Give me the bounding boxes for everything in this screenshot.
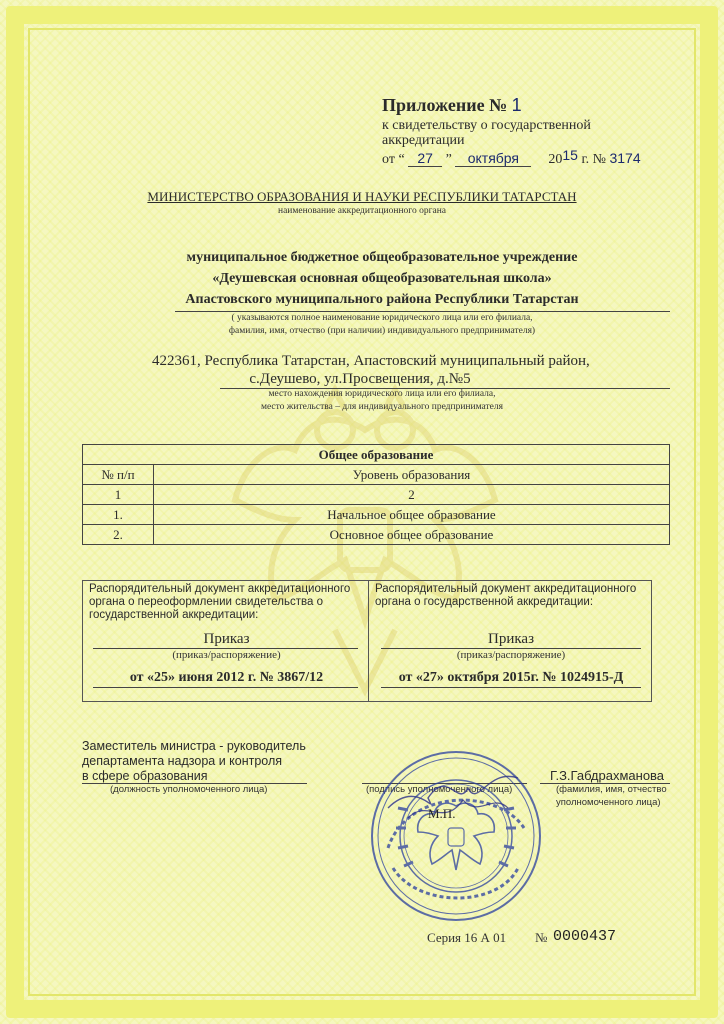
position-line-3: в сфере образования	[82, 769, 208, 783]
header-level: Уровень образования	[154, 465, 670, 485]
index-cell-1: 1	[83, 485, 154, 505]
ministry-caption: наименование аккредитационного органа	[277, 206, 446, 216]
index-cell-2: 2	[154, 485, 670, 505]
institution-caption-1: ( указываются полное наименование юридического лица или его филиала,	[231, 313, 533, 323]
institution-line-3: Апастовского муниципального района Республики Татарстан	[185, 292, 579, 307]
table-row	[83, 505, 670, 525]
date-close-quote: ”	[445, 152, 452, 167]
position-caption: (должность уполномоченного лица)	[110, 784, 268, 795]
institution-line-2: «Деушевская основная общеобразовательная школа»	[212, 271, 552, 286]
table-index-row	[83, 485, 670, 505]
left-doc-details: от «25» июня 2012 г. № 3867/12	[129, 670, 324, 685]
address-caption-2: место жительства – для индивидуального предпринимателя	[260, 402, 504, 412]
table-header-row	[83, 465, 670, 485]
address-caption-1: место нахождения юридического лица или его филиала,	[268, 389, 496, 399]
right-heading-1: Распорядительный документ аккредитационного	[375, 583, 637, 595]
appendix-number: 1	[511, 95, 522, 115]
appendix-subtitle-1: к свидетельству о государственной	[382, 118, 591, 133]
date-month: октября	[455, 150, 531, 167]
left-heading-1: Распорядительный документ аккредитационного	[89, 583, 351, 595]
stamp-label: М.П.	[428, 806, 456, 821]
appendix-title-text: Приложение №	[382, 95, 508, 115]
left-heading-2: органа о переоформлении свидетельства о	[89, 596, 323, 608]
accreditation-order-box	[368, 580, 652, 702]
series-label: Серия 16 А 01	[427, 930, 507, 945]
ministry-name: МИНИСТЕРСТВО ОБРАЗОВАНИЯ И НАУКИ РЕСПУБЛИКИ ТАТАРСТАН	[147, 189, 577, 204]
name-caption-1: (фамилия, имя, отчество	[556, 784, 667, 795]
reissue-order-box	[82, 580, 369, 702]
left-doc-type: Приказ	[203, 631, 250, 647]
row-number: 1.	[83, 505, 154, 525]
education-levels-table	[82, 444, 670, 545]
right-heading-2: органа о государственной аккредитации:	[375, 596, 594, 608]
header-number: № п/п	[83, 465, 154, 485]
institution-line-1: муниципальное бюджетное общеобразовательное учреждение	[186, 250, 578, 265]
signature-caption: (подпись уполномоченного лица)	[366, 784, 513, 795]
official-seal-stamp	[368, 748, 544, 924]
series-number-label: №	[535, 930, 548, 945]
date-open-quote: “	[398, 152, 405, 167]
signer-name: Г.З.Габдрахманова	[550, 768, 665, 783]
cert-number: 3174	[609, 150, 641, 166]
left-details-underline	[93, 687, 358, 688]
institution-underline	[175, 311, 670, 312]
date-year-prefix: 20	[548, 152, 563, 167]
date-year-label: г. №	[581, 152, 606, 167]
left-doc-caption: (приказ/распоряжение)	[172, 649, 281, 661]
appendix-title	[382, 95, 522, 116]
right-doc-details: от «27» октября 2015г. № 1024915-Д	[398, 670, 624, 685]
table-title-row	[83, 445, 670, 465]
row-level: Основное общее образование	[154, 525, 670, 545]
right-details-underline	[381, 687, 641, 688]
left-heading-3: государственной аккредитации:	[89, 609, 259, 621]
appendix-subtitle-2: аккредитации	[382, 133, 465, 148]
right-doc-caption: (приказ/распоряжение)	[456, 649, 566, 661]
date-year-suffix: 15	[562, 147, 578, 163]
position-line-1: Заместитель министра - руководитель	[82, 739, 306, 753]
address-line-1: 422361, Республика Татарстан, Апастовский муниципальный район,	[152, 353, 590, 369]
address-line-2: с.Деушево, ул.Просвещения, д.№5	[249, 371, 471, 387]
date-prefix: от	[382, 152, 395, 167]
row-level: Начальное общее образование	[154, 505, 670, 525]
position-line-2: департамента надзора и контроля	[82, 754, 283, 768]
table-title: Общее образование	[83, 445, 670, 465]
row-number: 2.	[83, 525, 154, 545]
institution-caption-2: фамилия, имя, отчество (при наличии) индивидуального предпринимателя)	[228, 326, 536, 336]
right-doc-type: Приказ	[487, 631, 534, 647]
date-day: 27	[408, 150, 442, 167]
series-number: 0000437	[553, 928, 617, 945]
name-caption-2: уполномоченного лица)	[556, 797, 661, 808]
table-row	[83, 525, 670, 545]
appendix-date	[382, 147, 641, 168]
